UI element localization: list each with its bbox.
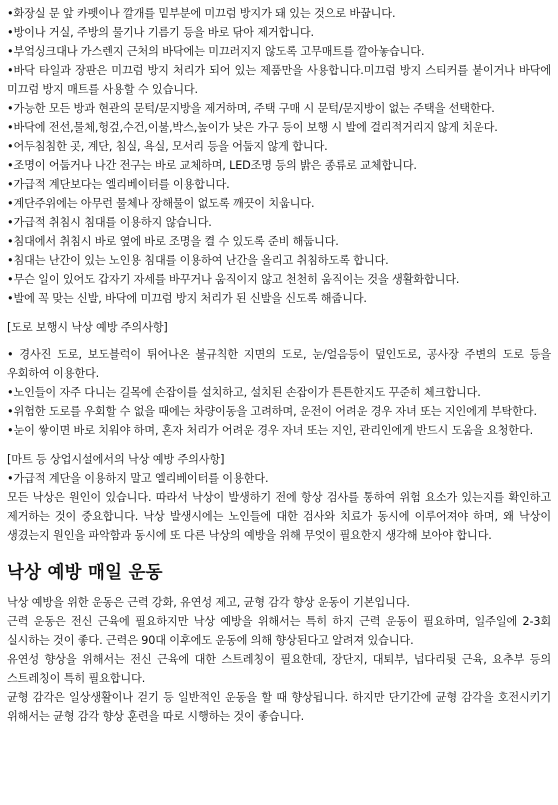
exercise-section [7,593,551,726]
list-item: •침대는 난간이 있는 노인용 침대를 이용하여 난간을 올리고 취침하도록 합니다. [7,254,389,267]
list-item: •방이나 거실, 주방의 물기나 기름기 등을 바로 닦아 제거합니다. [7,26,314,39]
document-page [7,4,551,726]
list-item: •가급적 취침시 침대를 이용하지 않습니다. [7,216,212,229]
list-item: •가급적 계단을 이용하지 말고 엘리베이터를 이용한다. [7,472,269,485]
list-item: •가능한 모든 방과 현관의 문턱/문지방을 제거하며, 주택 구매 시 문턱/문지방이 없는 주택을 선택한다. [7,102,495,115]
paragraph: 모든 낙상은 원인이 있습니다. 따라서 낙상이 발생하기 전에 항상 검사를 통하여 위험 요소가 있는지를 확인하고 제거하는 것이 중요합니다. 낙상 발생시에는 노인들에 대한 검사와 치료가 동시에 이루어져야 하며, 왜 낙상이 생겼는지 원인을 파악함과 동시에 또 다른 낙상의 예방을 위해 무엇이 필요한지 생각해 보아야 합니다. [7,491,551,542]
paragraph: 낙상 예방을 위한 운동은 근력 강화, 유연성 제고, 균형 감각 향상 운동이 기본입니다. [7,596,410,609]
list-item: •화장실 문 앞 카펫이나 깔개를 밑부분에 미끄럼 방지가 돼 있는 것으로 바꿉니다. [7,7,396,20]
road-section [7,318,551,440]
list-item: •바닥에 전선,물체,헝겊,수건,이불,박스,높이가 낮은 가구 등이 보행 시 발에 걸리적거리지 않게 치운다. [7,121,498,134]
list-item: •발에 꼭 맞는 신발, 바닥에 미끄럼 방지 처리가 된 신발을 신도록 해줍니다. [7,292,367,305]
home-tips-list [7,4,551,308]
list-item: •조명이 어둡거나 나간 전구는 바로 교체하며, LED조명 등의 밝은 종류로 교체합니다. [7,159,417,172]
paragraph: 유연성 향상을 위해서는 전신 근육에 대한 스트레칭이 필요한데, 장단지, 대퇴부, 넙다리뒷 근육, 요추부 등의 스트레칭이 특히 필요합니다. [7,653,551,685]
list-item: •침대에서 취침시 바로 옆에 바로 조명을 켤 수 있도록 준비 해둡니다. [7,235,339,248]
paragraph: 균형 감각은 일상생활이나 걷기 등 일반적인 운동을 할 때 향상됩니다. 하지만 단기간에 균형 감각을 호전시키기 위해서는 균형 감각 향상 훈련을 따로 시행하는 것이 좋습니다. [7,691,551,723]
list-item: •무슨 일이 있어도 갑자기 자세를 바꾸거나 움직이지 않고 천천히 움직이는 것을 생활화합니다. [7,273,460,286]
list-item: •가급적 계단보다는 엘리베이터를 이용합니다. [7,178,230,191]
section-title-road: [도로 보행시 낙상 예방 주의사항] [7,321,168,334]
mart-section [7,450,551,545]
list-item: •부엌싱크대나 가스렌지 근처의 바닥에는 미끄러지지 않도록 고무매트를 깔아놓습니다. [7,45,425,58]
list-item: •노인들이 자주 다니는 길목에 손잡이를 설치하고, 설치된 손잡이가 튼튼한지도 꾸준히 체크합니다. [7,386,481,399]
list-item: •눈이 쌓이면 바로 치워야 하며, 혼자 처리가 어려운 경우 자녀 또는 지인, 관리인에게 반드시 도움을 요청한다. [7,424,534,437]
exercise-heading: 낙상 예방 매일 운동 [7,563,163,583]
list-item: •계단주위에는 아무런 물체나 장해물이 없도록 깨끗이 치웁니다. [7,197,315,210]
list-item: •위험한 도로를 우회할 수 없을 때에는 차량이동을 고려하며, 운전이 어려운 경우 자녀 또는 지인에게 부탁한다. [7,405,537,418]
list-item: • 경사진 도로, 보도블럭이 튀어나온 불규칙한 지면의 도로, 눈/얼음등이 덮인도로, 공사장 주변의 도로 등을 우회하여 이용한다. [7,348,551,380]
list-item: •어두침침한 곳, 계단, 침실, 욕실, 모서리 등을 어둡지 않게 합니다. [7,140,328,153]
section-title-mart: [마트 등 상업시설에서의 낙상 예방 주의사항] [7,453,225,466]
list-item: •바닥 타일과 장판은 미끄럼 방지 처리가 되어 있는 제품만을 사용합니다.미끄럼 방지 스티커를 붙이거나 바닥에 미끄럼 방지 매트를 사용할 수 있습니다. [7,64,551,96]
paragraph: 근력 운동은 전신 근육에 필요하지만 낙상 예방을 위해서는 특히 하지 근력 운동이 필요하며, 일주일에 2-3회 실시하는 것이 좋다. 근력은 90대 이후에도 운동에 의해 향상된다고 알려져 있습니다. [7,615,551,647]
